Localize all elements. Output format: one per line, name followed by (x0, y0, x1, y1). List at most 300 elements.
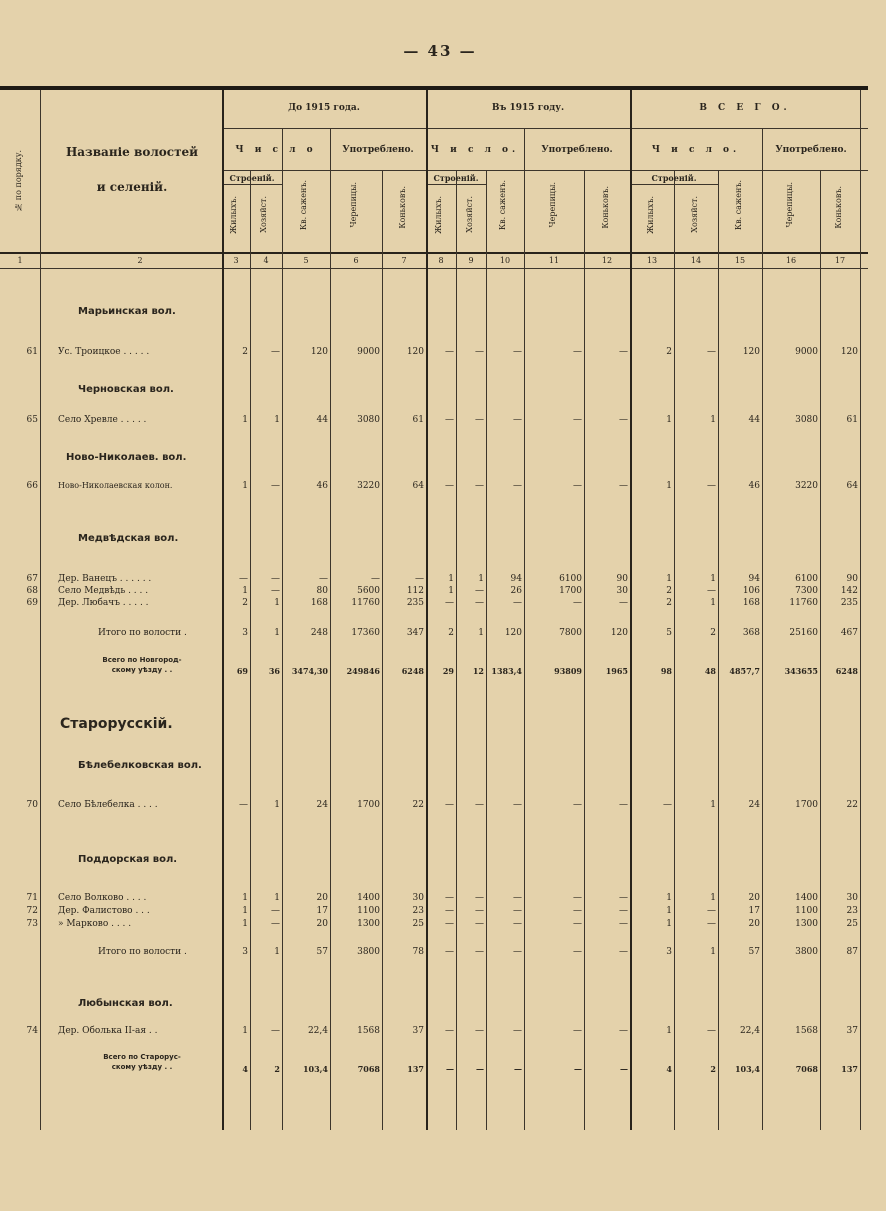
cell-r72-col3: 1 (242, 906, 248, 916)
column-rule (40, 90, 41, 1130)
header-rule (222, 128, 868, 129)
cell-it_med-col15: 368 (742, 628, 760, 638)
cell-r70-col11: — (573, 800, 582, 810)
cell-tot_star-col14: 2 (710, 1064, 716, 1074)
cell-r69-col15: 168 (742, 598, 760, 608)
cell-it_med-col13: 5 (666, 628, 672, 638)
cell-r67-col12: 90 (616, 574, 628, 584)
cell-r72-col9: — (475, 906, 484, 916)
col-number: 7 (401, 256, 407, 265)
top-rule (0, 86, 868, 90)
col-number: 2 (137, 256, 143, 265)
cell-r61-col13: 2 (666, 347, 672, 357)
cherepitsy-header-2: Черепицы. (548, 182, 557, 228)
cell-r65-col11: — (573, 415, 582, 425)
cell-tot_nov-col9: 12 (472, 666, 484, 676)
cell-r74-col6: 1568 (357, 1026, 380, 1036)
cell-r69-col13: 2 (666, 598, 672, 608)
row-name: Дер. Ванецъ . . . . . . (58, 574, 152, 584)
col-number: 5 (303, 256, 309, 265)
cell-tot_nov-col16: 343655 (784, 666, 818, 676)
cell-it_pod-col8: — (445, 947, 454, 957)
col-number: 12 (601, 256, 613, 265)
cell-r61-col14: — (707, 347, 716, 357)
row-number: 72 (26, 906, 38, 916)
cell-it_pod-col7: 78 (412, 947, 424, 957)
cell-r73-col12: — (619, 919, 628, 929)
column-rule (630, 90, 632, 1130)
cell-r67-col13: 1 (666, 574, 672, 584)
cell-it_pod-col5: 57 (316, 947, 328, 957)
cell-r71-col6: 1400 (357, 893, 380, 903)
cell-r71-col10: — (513, 893, 522, 903)
cell-r72-col17: 23 (846, 906, 858, 916)
cell-it_med-col10: 120 (504, 628, 522, 638)
zhilykh-header-1: Жилыхъ. (229, 196, 238, 234)
column-rule (382, 170, 383, 1130)
cell-r68-col6: 5600 (357, 586, 380, 596)
cell-r71-col12: — (619, 893, 628, 903)
cell-tot_nov-col17: 6248 (835, 666, 858, 676)
cell-r72-col4: — (271, 906, 280, 916)
cell-tot_star-col6: 7068 (357, 1064, 380, 1074)
col-number: 16 (785, 256, 797, 265)
cell-r61-col16: 9000 (795, 347, 818, 357)
cell-it_med-col14: 2 (710, 628, 716, 638)
cell-r61-col6: 9000 (357, 347, 380, 357)
col-number: 10 (499, 256, 511, 265)
column-rule (222, 90, 224, 1130)
cell-r67-col7: — (415, 574, 424, 584)
cell-r70-col16: 1700 (795, 800, 818, 810)
cell-r70-col10: — (513, 800, 522, 810)
row-number: 74 (26, 1026, 38, 1036)
column-rule (820, 170, 821, 1130)
cell-r65-col9: — (475, 415, 484, 425)
cell-r67-col9: 1 (478, 574, 484, 584)
col-number: 1 (17, 256, 23, 265)
cell-r70-col4: 1 (274, 800, 280, 810)
cell-tot_nov-col10: 1383,4 (491, 666, 522, 676)
column-rule (486, 170, 487, 1130)
row-name: Село Волково . . . . (58, 893, 147, 903)
cell-r65-col14: 1 (710, 415, 716, 425)
cell-r65-col13: 1 (666, 415, 672, 425)
cell-r65-col16: 3080 (795, 415, 818, 425)
cell-r65-col5: 44 (316, 415, 328, 425)
cell-r71-col11: — (573, 893, 582, 903)
cell-r74-col3: 1 (242, 1026, 248, 1036)
cell-r71-col15: 20 (748, 893, 760, 903)
cell-r70-col7: 22 (412, 800, 424, 810)
cell-r66-col8: — (445, 481, 454, 491)
cell-r71-col4: 1 (274, 893, 280, 903)
cell-r67-col17: 90 (846, 574, 858, 584)
cell-r69-col16: 11760 (789, 598, 818, 608)
cell-r72-col13: 1 (666, 906, 672, 916)
cell-r73-col14: — (707, 919, 716, 929)
row-number: 73 (26, 919, 38, 929)
cell-r72-col15: 17 (748, 906, 760, 916)
cell-r66-col3: 1 (242, 481, 248, 491)
cell-r74-col9: — (475, 1026, 484, 1036)
cell-tot_nov-col8: 29 (442, 666, 454, 676)
cell-r72-col8: — (445, 906, 454, 916)
cell-r65-col12: — (619, 415, 628, 425)
cell-r66-col13: 1 (666, 481, 672, 491)
cell-r70-col12: — (619, 800, 628, 810)
cell-r71-col14: 1 (710, 893, 716, 903)
cell-r67-col3: — (239, 574, 248, 584)
cell-it_pod-col10: — (513, 947, 522, 957)
cell-tot_star-col12: — (620, 1064, 628, 1074)
cell-tot_star-col16: 7068 (795, 1064, 818, 1074)
cell-r74-col7: 37 (412, 1026, 424, 1036)
cell-r69-col3: 2 (242, 598, 248, 608)
cell-r68-col14: — (707, 586, 716, 596)
cell-r69-col7: 235 (406, 598, 424, 608)
cell-tot_nov-col7: 6248 (401, 666, 424, 676)
cell-r69-col5: 168 (310, 598, 328, 608)
col-number: 6 (353, 256, 359, 265)
cell-it_pod-col6: 3800 (357, 947, 380, 957)
column-rule (426, 90, 428, 1130)
cell-r69-col10: — (513, 598, 522, 608)
column-rule (718, 170, 719, 1130)
cell-r67-col11: 6100 (559, 574, 582, 584)
cell-r67-col5: — (319, 574, 328, 584)
cell-r67-col4: — (271, 574, 280, 584)
cell-r66-col9: — (475, 481, 484, 491)
khozyaystv-header-3: Хозяйст. (690, 196, 699, 233)
khozyaystv-header-2: Хозяйст. (465, 196, 474, 233)
cell-tot_nov-col6: 249846 (346, 666, 380, 676)
column-rule (584, 170, 585, 1130)
section-starorusskiy: Старорусскій. (60, 716, 173, 732)
column-rule (762, 128, 763, 1130)
cell-tot_nov-col13: 98 (660, 666, 672, 676)
row-name: Ново-Николаевская колон. (58, 481, 173, 490)
cell-r68-col16: 7300 (795, 586, 818, 596)
cell-r61-col11: — (573, 347, 582, 357)
cell-r71-col9: — (475, 893, 484, 903)
cell-r72-col12: — (619, 906, 628, 916)
cell-r65-col17: 61 (846, 415, 858, 425)
header-rule (222, 170, 868, 171)
cell-r66-col11: — (573, 481, 582, 491)
total-starorus-label: Всего по Старорус- скому уѣзду . . (103, 1053, 181, 1071)
column-rule (860, 90, 861, 1130)
khozyaystv-header-1: Хозяйст. (259, 196, 268, 233)
section-lyubynskaya: Любынская вол. (78, 998, 173, 1009)
cell-it_pod-col11: — (573, 947, 582, 957)
cell-r70-col14: 1 (710, 800, 716, 810)
cell-r71-col5: 20 (316, 893, 328, 903)
col-number: 14 (690, 256, 702, 265)
section-medvedskaya: Медвѣдская вол. (78, 533, 179, 544)
cell-r72-col7: 23 (412, 906, 424, 916)
chislo-header-1: Ч и с л о (235, 145, 317, 155)
cell-r74-col15: 22,4 (739, 1026, 760, 1036)
cell-r66-col12: — (619, 481, 628, 491)
cell-r73-col3: 1 (242, 919, 248, 929)
row-number: 66 (26, 481, 38, 491)
cell-r61-col15: 120 (742, 347, 760, 357)
col-number: 17 (834, 256, 846, 265)
cell-r68-col15: 106 (742, 586, 760, 596)
cell-it_med-col16: 25160 (789, 628, 818, 638)
cell-it_pod-col16: 3800 (795, 947, 818, 957)
cell-r71-col13: 1 (666, 893, 672, 903)
cell-it_pod-col17: 87 (846, 947, 858, 957)
itogo-medvedskaya-label: Итого по волости . (98, 628, 187, 638)
cherepitsy-header-3: Черепицы. (785, 182, 794, 228)
cell-tot_star-col3: 4 (242, 1064, 248, 1074)
cell-r66-col14: — (707, 481, 716, 491)
col-number: 4 (263, 256, 269, 265)
row-number: 68 (26, 586, 38, 596)
cell-r69-col11: — (573, 598, 582, 608)
cell-r68-col7: 112 (406, 586, 424, 596)
cell-r74-col10: — (513, 1026, 522, 1036)
cell-r61-col3: 2 (242, 347, 248, 357)
zhilykh-header-2: Жилыхъ. (434, 196, 443, 234)
cell-it_med-col7: 347 (406, 628, 424, 638)
cell-it_pod-col4: 1 (274, 947, 280, 957)
cell-r70-col17: 22 (846, 800, 858, 810)
cell-tot_star-col7: 137 (407, 1064, 424, 1074)
cell-tot_star-col10: — (514, 1064, 522, 1074)
cell-r67-col10: 94 (510, 574, 522, 584)
section-marinskaya: Марьинская вол. (78, 306, 176, 317)
cell-r74-col17: 37 (846, 1026, 858, 1036)
itogo-poddorskaya-label: Итого по волости . (98, 947, 187, 957)
cell-it_med-col9: 1 (478, 628, 484, 638)
cell-r69-col14: 1 (710, 598, 716, 608)
cell-it_pod-col9: — (475, 947, 484, 957)
cell-r71-col17: 30 (846, 893, 858, 903)
cell-tot_nov-col15: 4857,7 (729, 666, 760, 676)
cell-r66-col6: 3220 (357, 481, 380, 491)
cell-r74-col4: — (271, 1026, 280, 1036)
kvsazhen-header-2: Кв. саженъ. (498, 180, 507, 231)
cell-r68-col9: — (475, 586, 484, 596)
row-name: Дер. Фалистово . . . (58, 906, 150, 916)
row-name: Ус. Троицкое . . . . . (58, 347, 150, 357)
cell-r61-col17: 120 (840, 347, 858, 357)
col-number: 11 (548, 256, 560, 265)
cell-r74-col5: 22,4 (307, 1026, 328, 1036)
cell-r73-col4: — (271, 919, 280, 929)
col-number: 13 (646, 256, 658, 265)
cell-r72-col6: 1100 (357, 906, 380, 916)
col-number: 8 (438, 256, 444, 265)
cell-r73-col13: 1 (666, 919, 672, 929)
name-header-line2: и селеній. (96, 180, 168, 194)
cell-r73-col16: 1300 (795, 919, 818, 929)
section-belebelkovskaya: Бѣлебелковская вол. (78, 760, 202, 771)
cell-r69-col12: — (619, 598, 628, 608)
upotr-header-2: Употреблено. (541, 145, 613, 155)
column-rule (330, 128, 331, 1130)
cell-tot_nov-col5: 3474,30 (291, 666, 328, 676)
stroeniy-header-2: Строеній. (433, 173, 479, 183)
column-rule (250, 170, 251, 1130)
number-row-rule (0, 268, 868, 269)
row-number: 70 (26, 800, 38, 810)
row-name: Село Медвѣдь . . . . (58, 586, 149, 596)
cell-r68-col12: 30 (616, 586, 628, 596)
cell-r61-col4: — (271, 347, 280, 357)
konkov-header-3: Коньковъ. (834, 186, 843, 229)
zhilykh-header-3: Жилыхъ. (646, 196, 655, 234)
cell-r72-col11: — (573, 906, 582, 916)
cell-r61-col12: — (619, 347, 628, 357)
cell-r69-col4: 1 (274, 598, 280, 608)
cell-it_pod-col13: 3 (666, 947, 672, 957)
column-rule (674, 170, 675, 1130)
cell-tot_nov-col12: 1965 (605, 666, 628, 676)
chislo-header-3: Ч и с л о. (651, 145, 741, 155)
cell-r73-col11: — (573, 919, 582, 929)
cell-r68-col11: 1700 (559, 586, 582, 596)
cell-it_pod-col14: 1 (710, 947, 716, 957)
cell-r70-col8: — (445, 800, 454, 810)
row-name: » Марково . . . . (58, 919, 132, 929)
cell-it_med-col8: 2 (448, 628, 454, 638)
cell-r68-col10: 26 (510, 586, 522, 596)
cell-r72-col14: — (707, 906, 716, 916)
cell-r70-col6: 1700 (357, 800, 380, 810)
cell-r61-col5: 120 (310, 347, 328, 357)
cell-tot_nov-col11: 93809 (554, 666, 582, 676)
chislo-header-2: Ч и с л о. (430, 145, 520, 155)
cell-r67-col15: 94 (748, 574, 760, 584)
cell-r72-col16: 1100 (795, 906, 818, 916)
cell-it_med-col17: 467 (840, 628, 858, 638)
cell-r68-col4: — (271, 586, 280, 596)
cell-r61-col10: — (513, 347, 522, 357)
kvsazhen-header-3: Кв. саженъ. (734, 180, 743, 231)
cell-tot_nov-col14: 48 (704, 666, 716, 676)
cell-r73-col8: — (445, 919, 454, 929)
row-number: 69 (26, 598, 38, 608)
cell-tot_star-col8: — (446, 1064, 454, 1074)
cell-r72-col10: — (513, 906, 522, 916)
cell-r68-col17: 142 (840, 586, 858, 596)
kvsazhen-header-1: Кв. саженъ. (299, 180, 308, 231)
stroeniy-header-3: Строеній. (651, 173, 697, 183)
row-number: 65 (26, 415, 38, 425)
cell-r72-col5: 17 (316, 906, 328, 916)
row-name: Село Бѣлебелка . . . . (58, 800, 158, 810)
cell-it_pod-col15: 57 (748, 947, 760, 957)
cell-r70-col3: — (239, 800, 248, 810)
cell-r70-col13: — (663, 800, 672, 810)
cell-r66-col15: 46 (748, 481, 760, 491)
cell-r71-col7: 30 (412, 893, 424, 903)
cell-r73-col7: 25 (412, 919, 424, 929)
cell-r69-col17: 235 (840, 598, 858, 608)
cell-r73-col9: — (475, 919, 484, 929)
cell-tot_star-col13: 4 (666, 1064, 672, 1074)
period1-header: До 1915 года. (288, 103, 360, 113)
cell-r67-col16: 6100 (795, 574, 818, 584)
upotr-header-1: Употреблено. (342, 145, 414, 155)
cell-r71-col16: 1400 (795, 893, 818, 903)
cell-tot_star-col9: — (476, 1064, 484, 1074)
cell-tot_star-col5: 103,4 (302, 1064, 328, 1074)
cell-tot_star-col17: 137 (841, 1064, 858, 1074)
cell-r71-col8: — (445, 893, 454, 903)
cell-r70-col5: 24 (316, 800, 328, 810)
cell-tot_star-col4: 2 (274, 1064, 280, 1074)
cell-r68-col3: 1 (242, 586, 248, 596)
cell-r66-col17: 64 (846, 481, 858, 491)
column-rule (524, 128, 525, 1130)
row-name: Дер. Любачъ . . . . . (58, 598, 149, 608)
cell-tot_nov-col4: 36 (268, 666, 280, 676)
col-number: 9 (468, 256, 474, 265)
cell-r68-col13: 2 (666, 586, 672, 596)
cell-it_pod-col12: — (619, 947, 628, 957)
cell-r65-col6: 3080 (357, 415, 380, 425)
col-number: 3 (233, 256, 239, 265)
cell-it_med-col3: 3 (242, 628, 248, 638)
row-name: Село Хревле . . . . . (58, 415, 147, 425)
cell-r61-col9: — (475, 347, 484, 357)
cell-r61-col8: — (445, 347, 454, 357)
cell-r73-col15: 20 (748, 919, 760, 929)
cell-tot_star-col11: — (574, 1064, 582, 1074)
cell-r65-col10: — (513, 415, 522, 425)
cell-it_pod-col3: 3 (242, 947, 248, 957)
cell-r66-col4: — (271, 481, 280, 491)
cell-r71-col3: 1 (242, 893, 248, 903)
cell-r73-col10: — (513, 919, 522, 929)
column-rule (456, 170, 457, 1130)
stroeniy-header-1: Строеній. (229, 173, 275, 183)
cell-r65-col15: 44 (748, 415, 760, 425)
cell-r70-col15: 24 (748, 800, 760, 810)
cell-r69-col6: 11760 (351, 598, 380, 608)
name-header-line1: Названіе волостей (65, 145, 199, 159)
upotr-header-3: Употреблено. (775, 145, 847, 155)
cell-r74-col16: 1568 (795, 1026, 818, 1036)
cell-r65-col8: — (445, 415, 454, 425)
section-chernovskaya: Черновская вол. (78, 384, 174, 395)
cell-r73-col17: 25 (846, 919, 858, 929)
cell-r66-col16: 3220 (795, 481, 818, 491)
col-number: 15 (734, 256, 746, 265)
cell-r74-col12: — (619, 1026, 628, 1036)
row-number: 61 (26, 347, 38, 357)
cell-r69-col8: — (445, 598, 454, 608)
cell-r65-col7: 61 (412, 415, 424, 425)
cell-r74-col11: — (573, 1026, 582, 1036)
cell-r68-col5: 80 (316, 586, 328, 596)
cell-it_med-col4: 1 (274, 628, 280, 638)
cell-tot_nov-col3: 69 (236, 666, 248, 676)
row-name: Дер. Оболька II-ая . . (58, 1026, 158, 1036)
cell-r74-col8: — (445, 1026, 454, 1036)
cell-r61-col7: 120 (406, 347, 424, 357)
cell-r65-col3: 1 (242, 415, 248, 425)
cell-r66-col10: — (513, 481, 522, 491)
cell-r66-col5: 46 (316, 481, 328, 491)
cell-r73-col6: 1300 (357, 919, 380, 929)
column-rule (282, 128, 283, 1130)
